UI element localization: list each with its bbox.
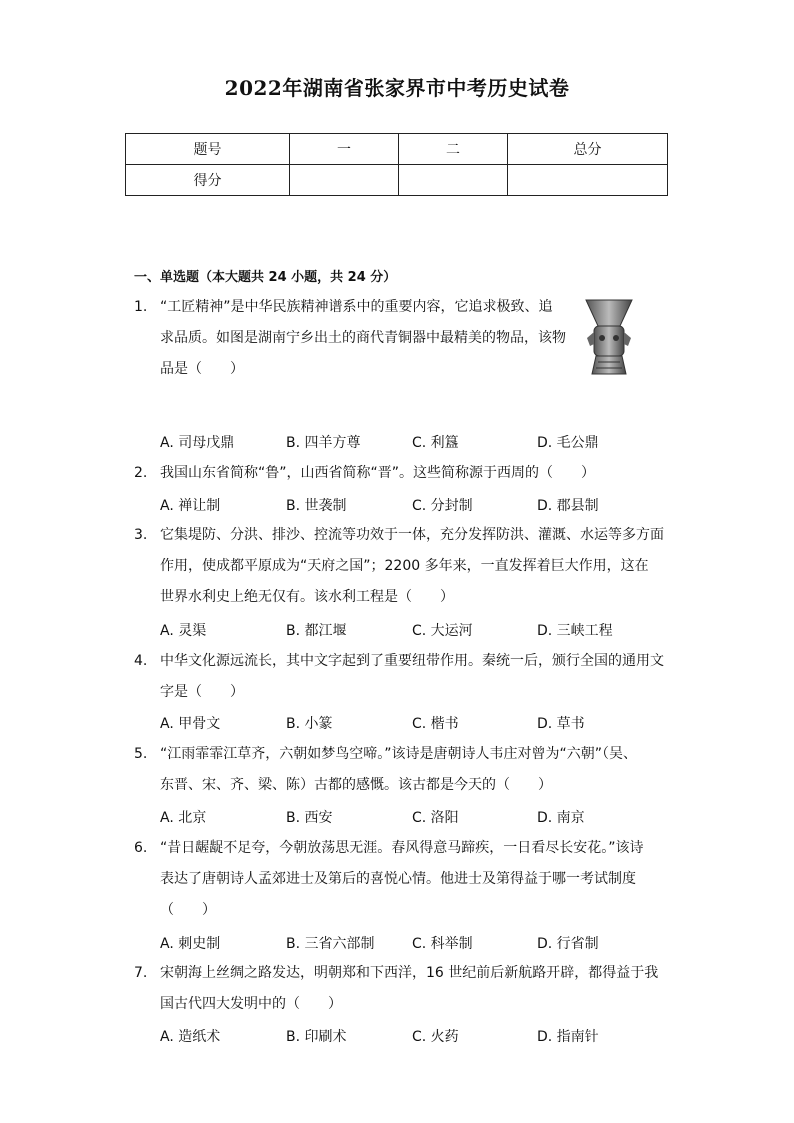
question-number: 4. bbox=[134, 653, 148, 669]
option-row bbox=[160, 495, 680, 517]
option-d[interactable]: D. 三峡工程 bbox=[537, 623, 613, 639]
score-table-row bbox=[126, 165, 668, 196]
option-a[interactable]: A. 灵渠 bbox=[160, 623, 207, 639]
score-input-cell[interactable] bbox=[399, 165, 508, 196]
option-b[interactable]: B. 小篆 bbox=[286, 716, 333, 732]
question-number: 7. bbox=[134, 965, 148, 981]
option-row bbox=[160, 807, 680, 829]
question-text: 宋朝海上丝绸之路发达，明朝郑和下西洋，16 世纪前后新航路开辟，都得益于我 bbox=[160, 965, 659, 981]
option-a[interactable]: A. 禅让制 bbox=[160, 498, 221, 514]
score-table-cell: 题号 bbox=[126, 134, 290, 165]
question-number: 2. bbox=[134, 465, 148, 481]
option-b[interactable]: B. 都江堰 bbox=[286, 623, 347, 639]
option-c[interactable]: C. 大运河 bbox=[412, 623, 473, 639]
question-text: 它集堤防、分洪、排沙、控流等功效于一体，充分发挥防洪、灌溉、水运等多方面 bbox=[160, 527, 664, 543]
option-c[interactable]: C. 利簋 bbox=[412, 435, 459, 451]
question bbox=[134, 520, 664, 613]
score-table-cell: 二 bbox=[399, 134, 508, 165]
option-a[interactable]: A. 造纸术 bbox=[160, 1029, 221, 1045]
question-text: 品是（ ） bbox=[160, 361, 244, 377]
score-table-header-row bbox=[126, 134, 668, 165]
option-a[interactable]: A. 甲骨文 bbox=[160, 716, 221, 732]
question-number: 3. bbox=[134, 527, 148, 543]
question-text: 字是（ ） bbox=[160, 684, 244, 700]
score-input-cell[interactable] bbox=[508, 165, 668, 196]
score-table-cell: 总分 bbox=[508, 134, 668, 165]
question bbox=[134, 292, 574, 385]
question bbox=[134, 646, 664, 708]
option-b[interactable]: B. 四羊方尊 bbox=[286, 435, 361, 451]
question bbox=[134, 458, 595, 489]
question-text: 作用，使成都平原成为“天府之国”；2200 多年来，一直发挥着巨大作用，这在 bbox=[160, 558, 649, 574]
option-d[interactable]: D. 郡县制 bbox=[537, 498, 599, 514]
question-text: 我国山东省简称“鲁”，山西省简称“晋”。这些简称源于西周的（ ） bbox=[160, 465, 596, 481]
score-table-cell: 一 bbox=[290, 134, 399, 165]
option-row bbox=[160, 620, 680, 642]
option-b[interactable]: B. 世袭制 bbox=[286, 498, 347, 514]
option-c[interactable]: C. 科举制 bbox=[412, 936, 473, 952]
option-c[interactable]: C. 分封制 bbox=[412, 498, 473, 514]
question bbox=[134, 958, 658, 1020]
score-table-cell: 得分 bbox=[126, 165, 290, 196]
question-text: 东晋、宋、齐、梁、陈）古都的感慨。该古都是今天的（ ） bbox=[160, 777, 552, 793]
option-b[interactable]: B. 印刷术 bbox=[286, 1029, 347, 1045]
page-title: 2022年湖南省张家界市中考历史试卷 bbox=[224, 76, 570, 100]
option-d[interactable]: D. 行省制 bbox=[537, 936, 599, 952]
question-text: 求品质。如图是湖南宁乡出土的商代青铜器中最精美的物品，该物 bbox=[160, 330, 566, 346]
question-text: 中华文化源远流长，其中文字起到了重要纽带作用。秦统一后，颁行全国的通用文 bbox=[160, 653, 664, 669]
section-heading: 一、单选题（本大题共 24 小题，共 24 分） bbox=[134, 270, 397, 285]
question-text: 世界水利史上绝无仅有。该水利工程是（ ） bbox=[160, 589, 454, 605]
question-text: “江雨霏霏江草齐，六朝如梦鸟空啼。”该诗是唐朝诗人韦庄对曾为“六朝”（吴、 bbox=[160, 746, 638, 762]
option-d[interactable]: D. 毛公鼎 bbox=[537, 435, 599, 451]
question-number: 6. bbox=[134, 840, 148, 856]
option-row bbox=[160, 933, 680, 955]
option-b[interactable]: B. 西安 bbox=[286, 810, 333, 826]
option-row bbox=[160, 432, 680, 454]
option-row bbox=[160, 1026, 680, 1048]
option-c[interactable]: C. 火药 bbox=[412, 1029, 459, 1045]
option-c[interactable]: C. 洛阳 bbox=[412, 810, 459, 826]
option-d[interactable]: D. 南京 bbox=[537, 810, 585, 826]
option-row bbox=[160, 713, 680, 735]
question-number: 5. bbox=[134, 746, 148, 762]
option-d[interactable]: D. 草书 bbox=[537, 716, 585, 732]
score-table bbox=[125, 133, 668, 196]
question-text: “工匠精神”是中华民族精神谱系中的重要内容，它追求极致、追 bbox=[160, 299, 553, 315]
question-number: 1. bbox=[134, 299, 148, 315]
question bbox=[134, 833, 644, 926]
question bbox=[134, 739, 637, 801]
option-a[interactable]: A. 刺史制 bbox=[160, 936, 221, 952]
option-d[interactable]: D. 指南针 bbox=[537, 1029, 599, 1045]
bronze-vessel-icon bbox=[584, 298, 634, 376]
score-input-cell[interactable] bbox=[290, 165, 399, 196]
question-text: （ ） bbox=[160, 902, 216, 918]
question-text: 国古代四大发明中的（ ） bbox=[160, 996, 342, 1012]
option-b[interactable]: B. 三省六部制 bbox=[286, 936, 375, 952]
option-a[interactable]: A. 司母戊鼎 bbox=[160, 435, 235, 451]
option-a[interactable]: A. 北京 bbox=[160, 810, 207, 826]
question-text: 表达了唐朝诗人孟郊进士及第后的喜悦心情。他进士及第得益于哪一考试制度 bbox=[160, 871, 636, 887]
option-c[interactable]: C. 楷书 bbox=[412, 716, 459, 732]
question-text: “昔日龌龊不足夸，今朝放荡思无涯。春风得意马蹄疾，一日看尽长安花。”该诗 bbox=[160, 840, 644, 856]
